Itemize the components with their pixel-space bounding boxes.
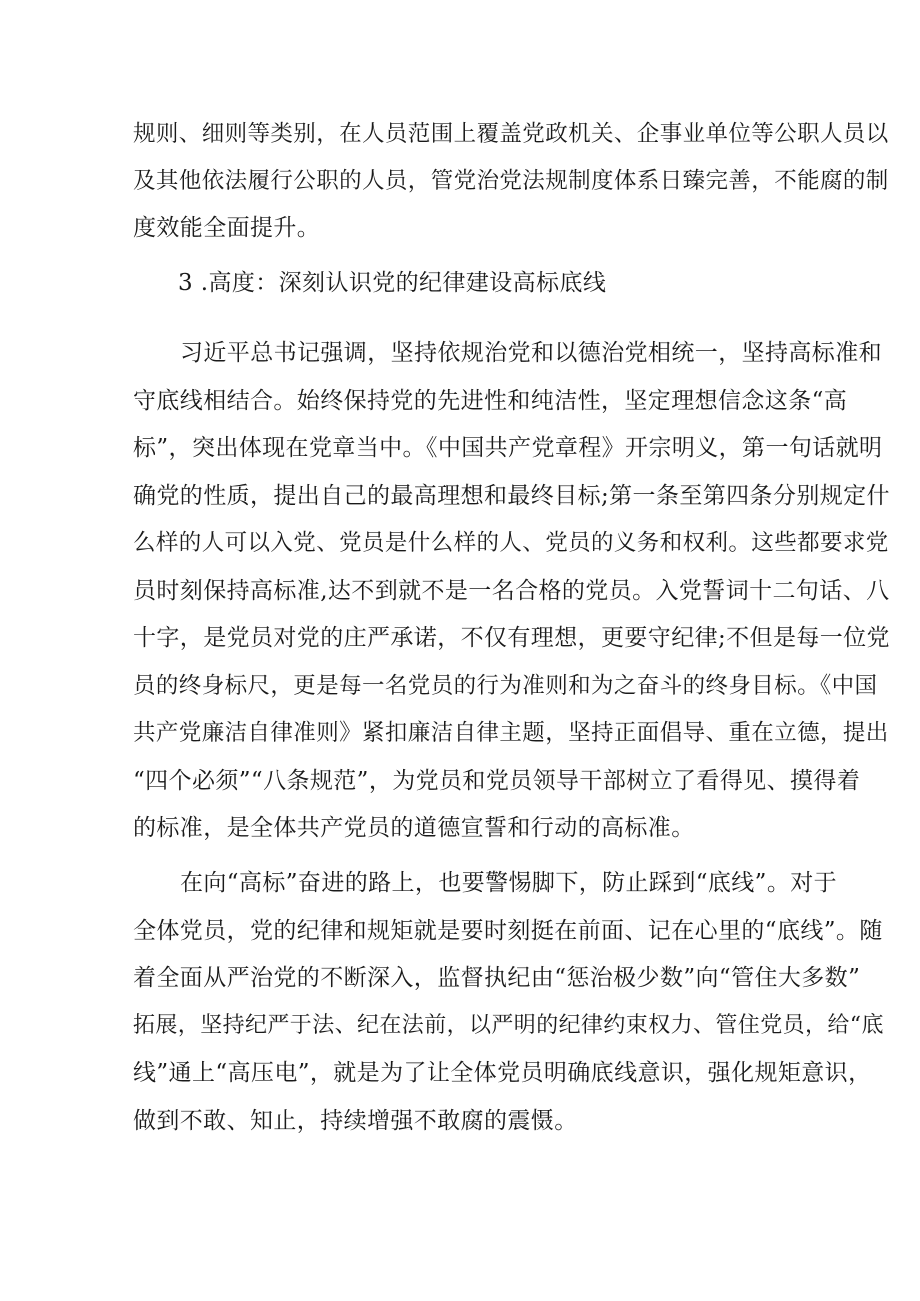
paragraph-2-line-11: 的标准，是全体共产党员的道德宣誓和行动的高标准。 — [133, 815, 695, 841]
paragraph-3-line-2: 全体党员，党的纪律和规矩就是要时刻挺在前面、记在心里的“底线”。随 — [133, 918, 883, 944]
paragraph-2-line-3: 标”，突出体现在党章当中。《中国共产党章程》开宗明义，第一句话就明 — [133, 435, 883, 461]
paragraph-2-line-8: 员的终身标尺，更是每一名党员的行为准则和为之奋斗的终身目标。《中国 — [133, 673, 878, 699]
paragraph-3-line-5: 线”通上“高压电”，就是为了让全体党员明确底线意识，强化规矩意识， — [133, 1060, 872, 1086]
paragraph-2-line-2: 守底线相结合。始终保持党的先进性和纯洁性，坚定理想信念这条“高 — [133, 388, 848, 414]
paragraph-2-line-1: 习近平总书记强调，坚持依规治党和以德治党相统一，坚持高标准和 — [180, 340, 882, 366]
paragraph-1-line-3: 度效能全面提升。 — [133, 215, 321, 241]
paragraph-3-line-4: 拓展，坚持纪严于法、纪在法前，以严明的纪律约束权力、管住党员，给“底 — [133, 1013, 884, 1038]
paragraph-2-line-7: 十字，是党员对党的庄严承诺，不仅有理想，更要守纪律;不但是每一位党 — [133, 625, 890, 651]
paragraph-2-line-9: 共产党廉洁自律准则》紧扣廉洁自律主题，坚持正面倡导、重在立德，提出 — [133, 720, 889, 746]
paragraph-2-line-5: 么样的人可以入党、党员是什么样的人、党员的义务和权利。这些都要求党 — [133, 530, 889, 556]
paragraph-3-line-3: 着全面从严治党的不断深入，监督执纪由“惩治极少数”向“管住大多数” — [133, 965, 861, 991]
paragraph-1-line-1: 规则、细则等类别，在人员范围上覆盖党政机关、企事业单位等公职人员以 — [133, 121, 889, 147]
paragraph-2-line-4: 确党的性质，提出自己的最高理想和最终目标;第一条至第四条分别规定什 — [133, 483, 890, 509]
section-heading-3: 3 .高度：深刻认识党的纪律建设高标底线 — [178, 270, 607, 296]
paragraph-1-line-2: 及其他依法履行公职的人员，管党治党法规制度体系日臻完善，不能腐的制 — [133, 168, 889, 194]
paragraph-2-line-6: 员时刻保持高标准,达不到就不是一名合格的党员。入党誓词十二句话、八 — [133, 578, 890, 604]
paragraph-3-line-6: 做到不敢、知止，持续增强不敢腐的震慑。 — [133, 1108, 578, 1134]
paragraph-2-line-10: “四个必须”“八条规范”，为党员和党员领导干部树立了看得见、摸得着 — [133, 768, 861, 794]
paragraph-3-line-1: 在向“高标”奋进的路上，也要警惕脚下，防止踩到“底线”。对于 — [180, 870, 838, 896]
